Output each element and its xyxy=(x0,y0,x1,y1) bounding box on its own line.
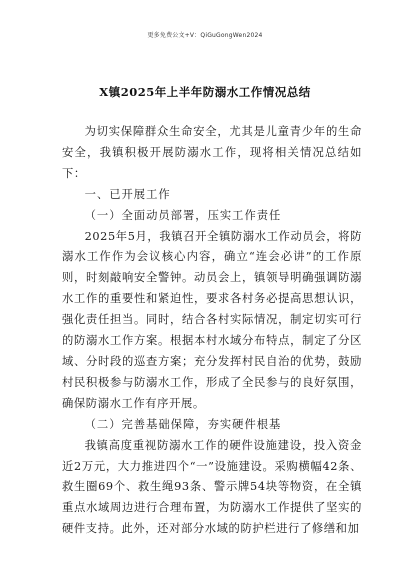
subsection-heading: （一）全面动员部署，压实工作责任 xyxy=(84,208,282,222)
body-paragraph: 我镇高度重视防溺水工作的硬件设施建设，投入资金近2万元，大力推进四个“一”设施建设。采购横幅42条、救生圈69个、救生绳93条、警示牌54块等物资，在全镇重点水域周边进行合理布置，为防溺水工作提供了坚实的硬件支持。此外，还对部分水域的防护栏进行了修缮和加 xyxy=(62,438,362,536)
body-paragraph: 2025年5月，我镇召开全镇防溺水工作动员会，将防溺水工作作为会议核心内容，确立“连会必讲”的工作原则，时刻敲响安全警钟。动员会上，镇领导明确强调防溺水工作的重要性和紧迫性，要求各村务必提高思想认识，强化责任担当。同时，结合各村实际情况，制定切实可行的防溺水工作方案。根据本村水域分布特点，制定了分区域、分时段的巡查方案；充分发挥村民自治的优势，鼓励村民积极参与防溺水工作，形成了全民参与的良好氛围，确保防溺水工作有序开展。 xyxy=(62,229,362,410)
intro-paragraph: 为切实保障群众生命安全，尤其是儿童青少年的生命安全，我镇积极开展防溺水工作，现将相关情况总结如下： xyxy=(62,125,362,180)
document-body xyxy=(62,122,362,540)
section-heading: 一、已开展工作 xyxy=(84,187,171,201)
top-note: 更多免费公文+V：QiGuGongWen2024 xyxy=(147,32,263,39)
subsection-heading: （二）完善基础保障，夯实硬件根基 xyxy=(84,417,282,431)
document-title: X镇2025年上半年防溺水工作情况总结 xyxy=(99,85,311,99)
